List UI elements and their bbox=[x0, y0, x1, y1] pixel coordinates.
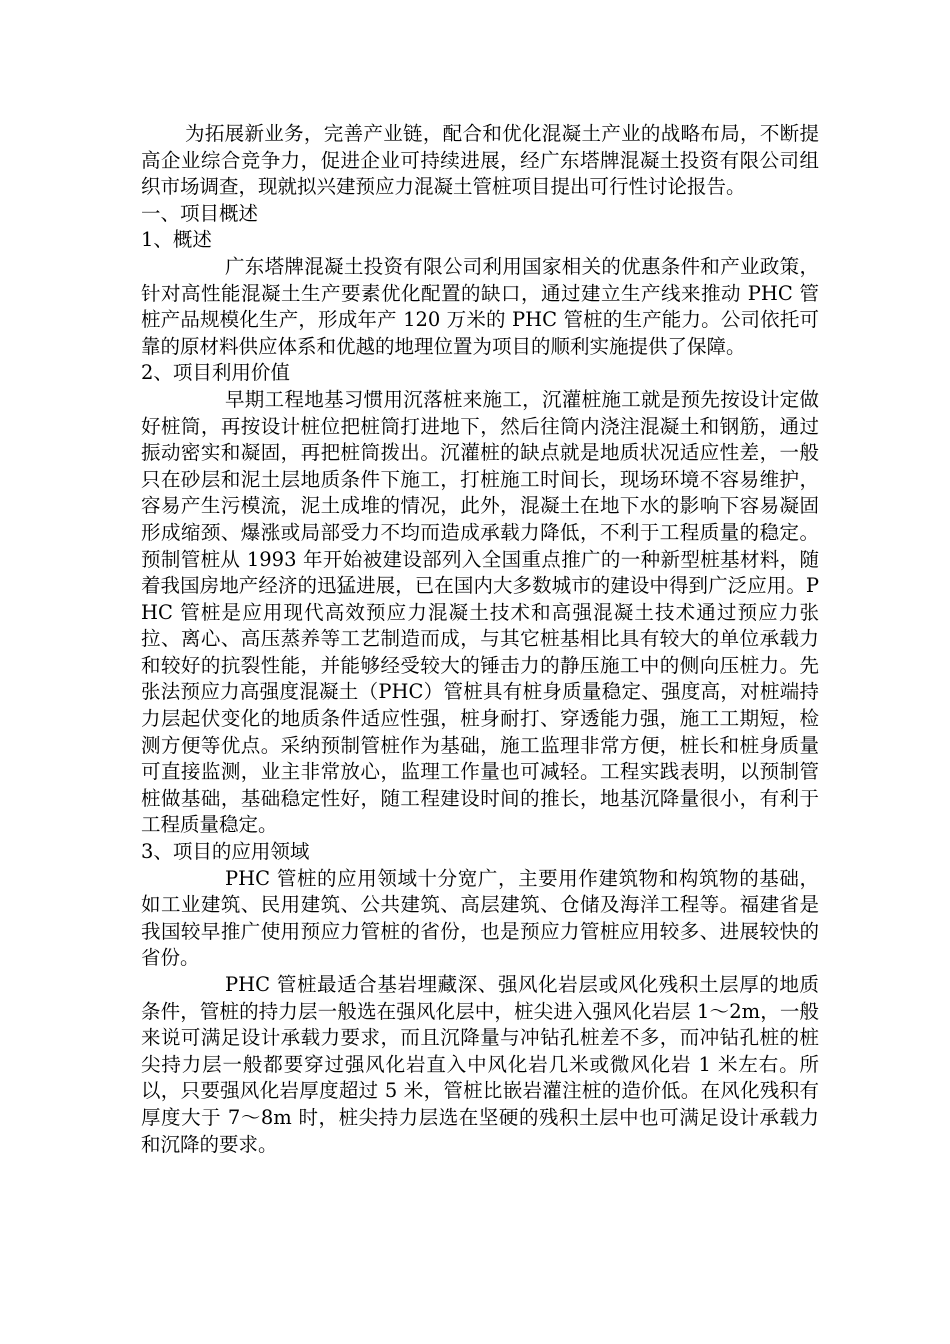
subheading-overview: 1、概述 bbox=[141, 228, 212, 252]
section-heading-project-overview: 一、项目概述 bbox=[141, 201, 259, 225]
overview-paragraph: 广东塔牌混凝土投资有限公司利用国家相关的优惠条件和产业政策，针对高性能混凝土生产要素优化配置的缺口，通过建立生产线来推动 PHC 管桩产品规模化生产，形成年产 120 万米的 PHC 管桩的生产能力。公司依托可靠的原材料供应体系和优越的地理位置为项目的顺利实施提供了保障。 bbox=[141, 254, 819, 358]
application-paragraph-2: PHC 管桩最适合基岩埋藏深、强风化岩层或风化残积土层厚的地质条件，管桩的持力层一般选在强风化层中，桩尖进入强风化岩层 1～2m，一般来说可满足设计承载力要求，而且沉降量与冲钻孔桩差不多，而冲钻孔桩的桩尖持力层一般都要穿过强风化岩直入中风化岩几米或微风化岩 1 米左右。所以，只要强风化岩厚度超过 5 米，管桩比嵌岩灌注桩的造价低。在风化残积有厚度大于 7～8m 时，桩尖持力层选在坚硬的残积土层中也可满足设计承载力和沉降的要求。 bbox=[141, 973, 819, 1156]
project-value-paragraph: 早期工程地基习惯用沉落桩来施工，沉灌桩施工就是预先按设计定做好桩筒，再按设计桩位把桩筒打进地下，然后往筒内浇注混凝土和钢筋，通过振动密实和凝固，再把桩筒拨出。沉灌桩的缺点就是地质状况适应性差，一般只在砂层和泥土层地质条件下施工，打桩施工时间长，现场环境不容易维护，容易产生污模流，泥土成堆的情况，此外，混凝土在地下水的影响下容易凝固形成缩颈、爆涨或局部受力不均而造成承载力降低，不利于工程质量的稳定。预制管桩从 1993 年开始被建设部列入全国重点推广的一种新型桩基材料，随着我国房地产经济的迅猛进展，已在国内大多数城市的建设中得到广泛应用。PHC 管桩是应用现代高效预应力混凝土技术和高强混凝土技术通过预应力张拉、离心、高压蒸养等工艺制造而成，与其它桩基相比具有较大的单位承载力和较好的抗裂性能，并能够经受较大的锤击力的静压施工中的侧向压桩力。先张法预应力高强度混凝土（PHC）管桩具有桩身质量稳定、强度高，对桩端持力层起伏变化的地质条件适应性强，桩身耐打、穿透能力强，施工工期短，检测方便等优点。采纳预制管桩作为基础，施工监理非常方便，桩长和桩身质量可直接监测，业主非常放心，监理工作量也可减轻。工程实践表明，以预制管桩做基础，基础稳定性好，随工程建设时间的推长，地基沉降量很小，有利于工程质量稳定。 bbox=[141, 387, 819, 837]
document-body bbox=[141, 121, 819, 1158]
intro-paragraph: 为拓展新业务，完善产业链，配合和优化混凝土产业的战略布局，不断提高企业综合竞争力，促进企业可持续进展，经广东塔牌混凝土投资有限公司组织市场调查，现就拟兴建预应力混凝土管桩项目提出可行性讨论报告。 bbox=[141, 122, 819, 199]
subheading-application-fields: 3、项目的应用领域 bbox=[141, 840, 310, 864]
subheading-project-value: 2、项目利用价值 bbox=[141, 361, 290, 385]
application-paragraph-1: PHC 管桩的应用领域十分宽广，主要用作建筑物和构筑物的基础，如工业建筑、民用建筑、公共建筑、高层建筑、仓储及海洋工程等。福建省是我国较早推广使用预应力管桩的省份，也是预应力管桩应用较多、进展较快的省份。 bbox=[141, 866, 819, 970]
